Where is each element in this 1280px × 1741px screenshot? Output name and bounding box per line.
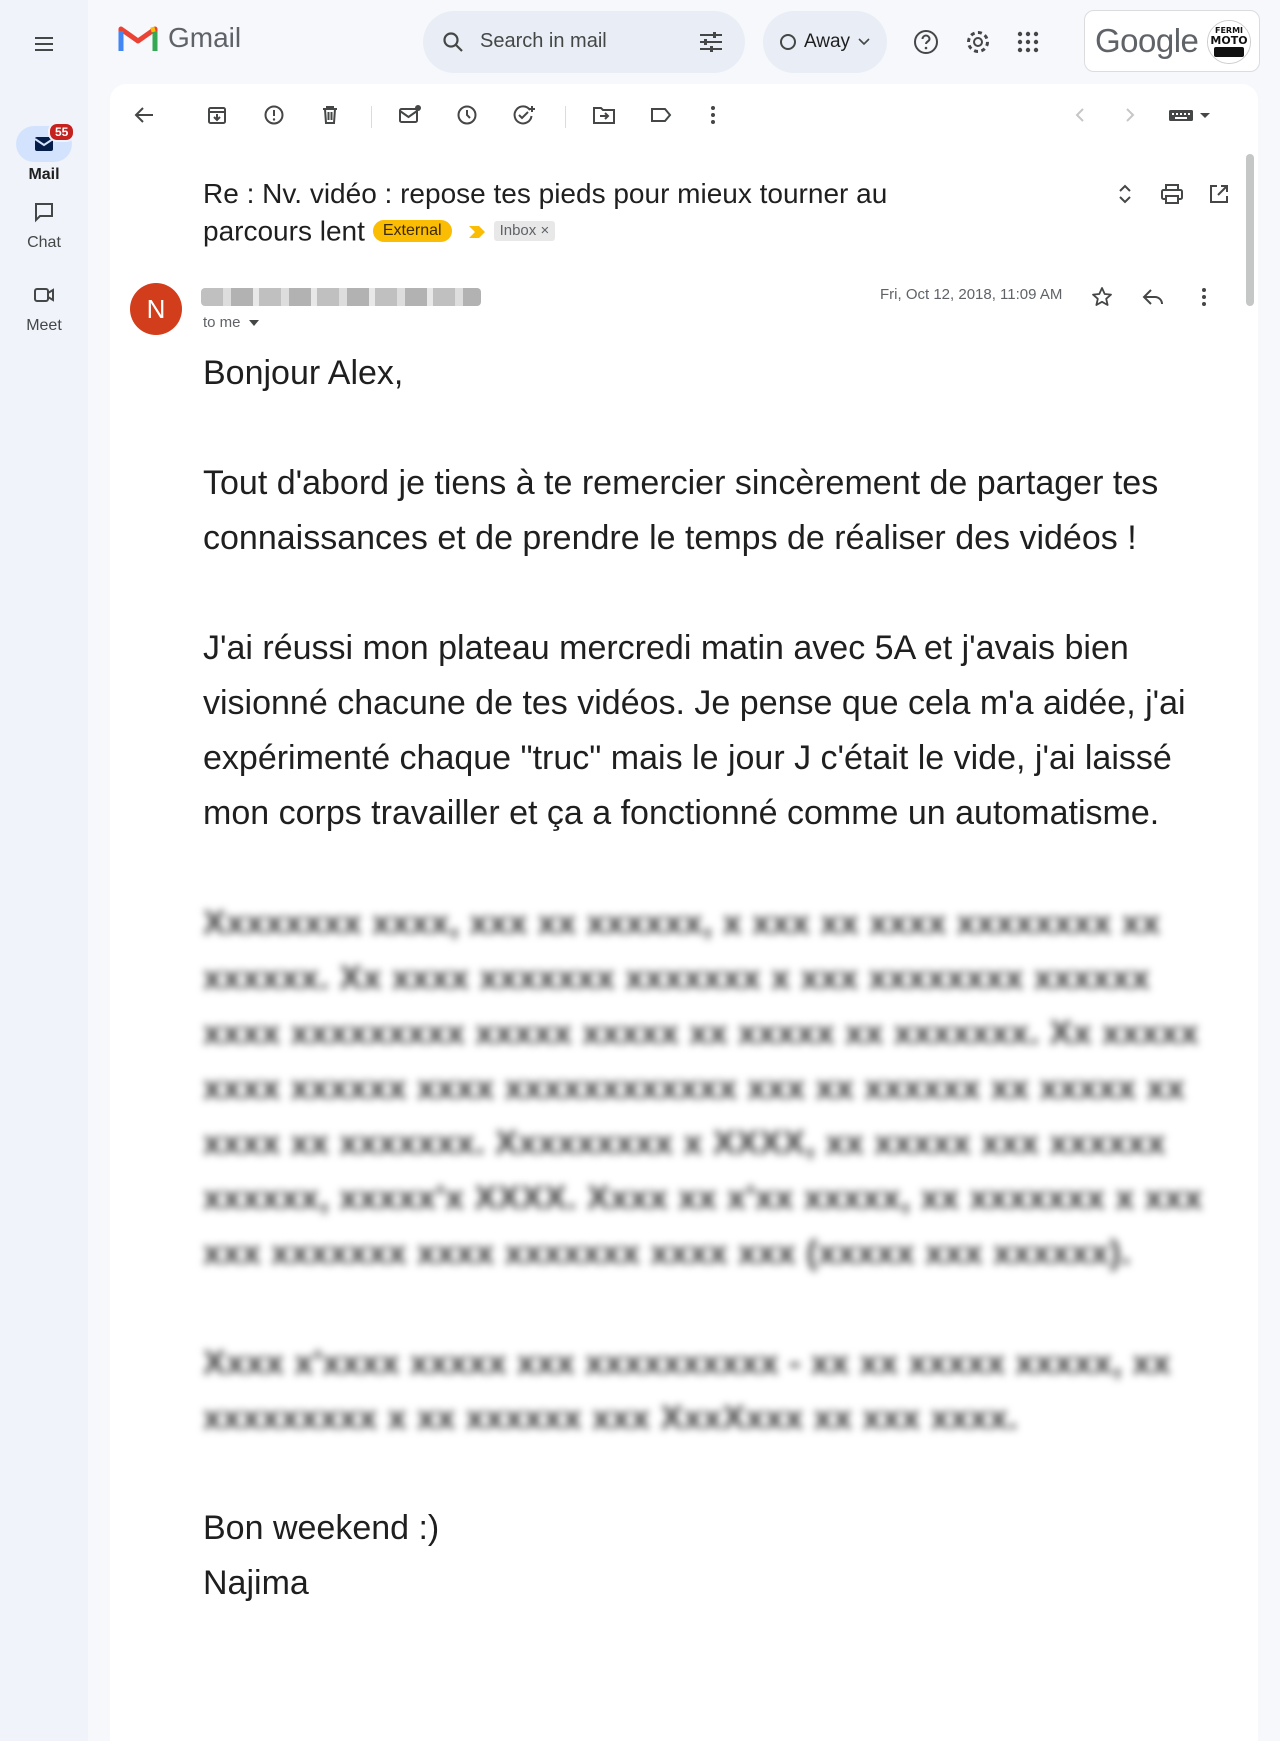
subject-text: Re : Nv. vidéo : repose tes pieds pour mieux tourner au parcours lent [203, 178, 888, 247]
chevron-left-icon [1074, 107, 1086, 123]
help-button[interactable] [908, 24, 944, 60]
rail-item-label: Mail [28, 166, 60, 183]
rail-item-label: Meet [26, 317, 62, 334]
svg-text:FERMI: FERMI [1214, 26, 1244, 35]
printer-icon [1160, 183, 1184, 205]
avatar[interactable] [1207, 20, 1251, 64]
message-toolbar [110, 84, 1258, 146]
status-selector[interactable] [763, 11, 887, 73]
message-body [203, 346, 1213, 1611]
search-options-icon[interactable] [698, 30, 724, 54]
account-switcher[interactable] [1084, 10, 1260, 72]
scrollbar[interactable] [1242, 146, 1258, 1741]
gear-icon [964, 28, 992, 56]
body-paragraph: J'ai réussi mon plateau mercredi matin avec 5A et j'avais bien visionné chacune de tes vidéos. Je pense que cela m'a aidée, j'ai expérimenté chaque "truc" mais le jour J c'était le vide, j'ai laissé mon corps travailler et ça a fonctionné comme un automatisme. [203, 629, 1186, 832]
unread-count-badge: 55 [48, 122, 75, 142]
gmail-logo[interactable] [118, 22, 241, 54]
redacted-paragraph: Xxxxxxxx xxxx, xxx xx xxxxxx, x xxx xx xxxx xxxxxxxx xx xxxxxx. Xx xxxx xxxxxxx xxxxxxx x xxx xxxxxxxx xxxxxx xxxx xxxxxxxxx xxxxx xxxxx xx xxxxx xx xxxxxxx. Xx xxxxx xxxx xxxxxx xxxx xxxxxxxxxxxx xxx xx xxxxxx xx xxxxx xx xxxx xx xxxxxxx. Xxxxxxxxx x XXXX, xx xxxxx xxx xxxxxx xxxxxx, xxxxx'x XXXX. Xxxx xx x'xx xxxxx, xx xxxxxxx x xxx xxx xxxxxxx xxxx xxxxxxx xxxx xxx (xxxxx xxx xxxxxx). [203, 904, 1203, 1272]
body-paragraph: Tout d'abord je tiens à te remercier sincèrement de partager tes connaissances et de prendre le temps de réaliser des vidéos ! [203, 464, 1159, 557]
rail-item-label: Chat [27, 234, 61, 251]
clock-icon [456, 104, 478, 126]
sender-name-redacted[interactable] [201, 288, 481, 306]
importance-marker[interactable] [468, 212, 486, 248]
newer-message-button[interactable] [1063, 98, 1097, 132]
trash-icon [319, 104, 341, 126]
navigation-rail [0, 0, 88, 1741]
add-to-tasks-button[interactable] [507, 98, 541, 132]
unfold-icon [1117, 182, 1133, 206]
email-subject [203, 176, 983, 254]
recipient-text: to me [203, 314, 241, 331]
move-to-button[interactable] [587, 98, 621, 132]
add-task-icon [512, 104, 536, 126]
reply-icon [1142, 287, 1164, 307]
back-button[interactable] [127, 98, 161, 132]
settings-button[interactable] [960, 24, 996, 60]
more-vert-icon [710, 105, 716, 125]
chevron-right-icon [1124, 107, 1136, 123]
toolbar-divider [371, 106, 372, 128]
rail-item-chat[interactable] [0, 194, 88, 252]
older-message-button[interactable] [1113, 98, 1147, 132]
remove-label-icon[interactable]: × [540, 222, 550, 239]
status-dot-icon [780, 34, 796, 50]
top-bar [88, 0, 1280, 84]
inbox-label [494, 221, 556, 241]
sender-avatar[interactable]: N [130, 283, 182, 335]
hamburger-icon [32, 32, 56, 56]
external-label: External [373, 220, 452, 242]
mark-unread-icon [398, 104, 422, 126]
report-spam-button[interactable] [257, 98, 291, 132]
scrollbar-thumb[interactable] [1246, 154, 1254, 306]
body-signature: Najima [203, 1564, 309, 1602]
archive-button[interactable] [200, 98, 234, 132]
search-bar[interactable] [423, 11, 745, 73]
redacted-paragraph: Xxxx x'xxxx xxxxx xxx xxxxxxxxxx - xx xx xxxxx xxxxx, xx xxxxxxxxx x xx xxxxxx xxx XxxXxxx xx xxx xxxx. [203, 1344, 1172, 1437]
video-camera-icon [32, 283, 56, 307]
toolbar-divider [565, 106, 566, 128]
more-actions-button[interactable] [696, 98, 730, 132]
main-menu-button[interactable] [27, 27, 61, 61]
help-icon [912, 28, 940, 56]
search-input[interactable]: Search in mail [480, 30, 607, 52]
message-date: Fri, Oct 12, 2018, 11:09 AM [880, 286, 1063, 303]
more-vert-icon [1201, 287, 1207, 307]
report-icon [263, 104, 285, 126]
chevron-down-icon [858, 38, 870, 46]
labels-button[interactable] [644, 98, 678, 132]
body-greeting: Bonjour Alex, [203, 354, 404, 392]
message-view [110, 84, 1258, 1741]
mark-unread-button[interactable] [393, 98, 427, 132]
google-wordmark: Google [1095, 22, 1199, 59]
apps-button[interactable] [1010, 24, 1046, 60]
snooze-button[interactable] [450, 98, 484, 132]
inbox-label-text: Inbox [499, 222, 537, 239]
archive-icon [206, 104, 228, 126]
move-to-folder-icon [592, 104, 616, 126]
message-more-button[interactable] [1187, 280, 1221, 314]
label-icon [649, 104, 673, 126]
rail-item-meet[interactable] [0, 277, 88, 335]
importance-arrow-icon [468, 225, 486, 239]
body-closing: Bon weekend :) [203, 1509, 440, 1547]
apps-grid-icon [1016, 30, 1040, 54]
app-name: Gmail [168, 22, 242, 53]
status-label: Away [803, 31, 851, 52]
star-button[interactable] [1085, 280, 1119, 314]
star-icon [1091, 286, 1113, 308]
caret-down-icon [249, 320, 259, 326]
reply-button[interactable] [1136, 280, 1170, 314]
rail-item-mail[interactable] [0, 126, 88, 184]
chat-icon [32, 200, 56, 224]
open-new-window-button[interactable] [1201, 176, 1237, 212]
delete-button[interactable] [313, 98, 347, 132]
print-button[interactable] [1154, 176, 1190, 212]
svg-text:MOTO: MOTO [1210, 34, 1248, 47]
recipient-details[interactable] [203, 314, 259, 331]
search-icon[interactable] [441, 30, 465, 54]
input-tools-button[interactable] [1165, 98, 1215, 132]
open-in-new-icon [1208, 183, 1230, 205]
gmail-m-icon [118, 23, 158, 53]
moto-logo-icon [1208, 21, 1250, 63]
arrow-left-icon [133, 104, 155, 126]
keyboard-icon [1167, 107, 1213, 123]
expand-all-button[interactable] [1107, 176, 1143, 212]
